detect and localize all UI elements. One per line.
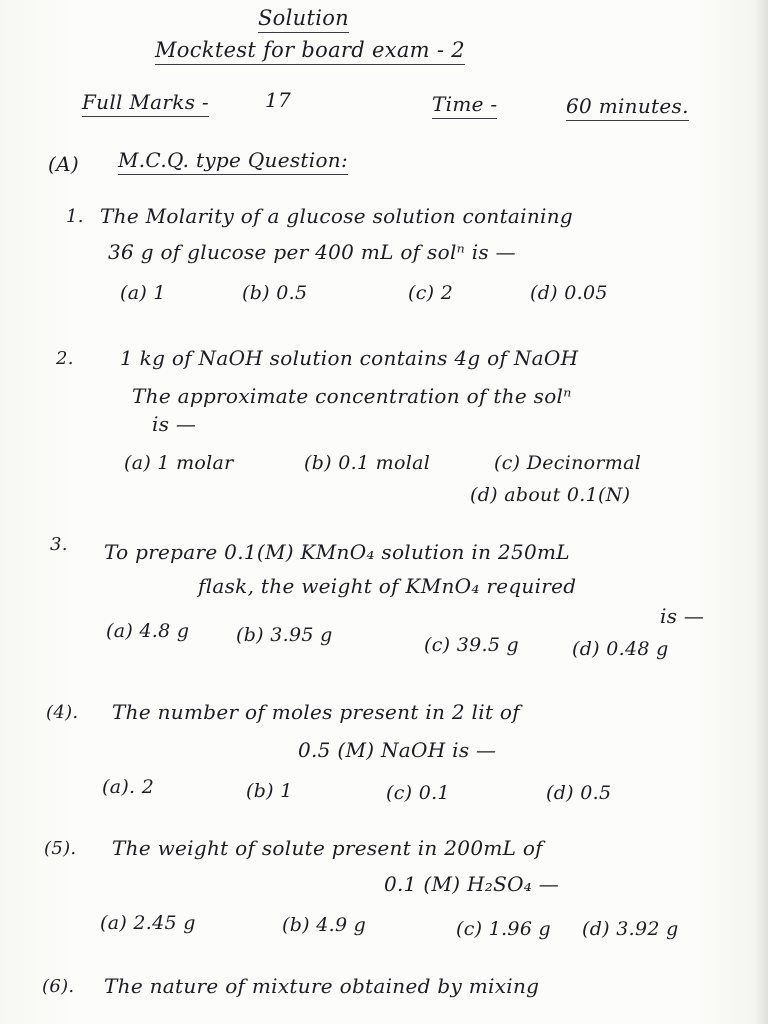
question-4-line-2: 0.5 (M) NaOH is — xyxy=(298,738,497,762)
question-1-line-2: 36 g of glucose per 400 mL of solⁿ is — xyxy=(108,240,516,264)
question-2-option-a: (a) 1 molar xyxy=(124,452,234,474)
question-5-option-c: (c) 1.96 g xyxy=(456,918,552,940)
question-5-option-d: (d) 3.92 g xyxy=(582,918,679,940)
question-3-line-3: is — xyxy=(660,604,705,628)
question-3-line-1: To prepare 0.1(M) KMnO₄ solution in 250mL xyxy=(104,540,570,564)
question-4-option-d: (d) 0.5 xyxy=(546,782,612,804)
question-2-option-b: (b) 0.1 molal xyxy=(304,452,431,474)
question-4-line-1: The number of moles present in 2 lit of xyxy=(112,700,520,724)
question-4-option-c: (c) 0.1 xyxy=(386,782,450,804)
section-heading: M.C.Q. type Question: xyxy=(118,148,348,175)
question-3-number: 3. xyxy=(50,534,68,555)
question-3-option-d: (d) 0.48 g xyxy=(572,638,669,660)
question-2-line-3: is — xyxy=(152,412,197,436)
full-marks-label: Full Marks - xyxy=(82,90,209,117)
question-3-option-b: (b) 3.95 g xyxy=(236,624,333,646)
question-2-option-d: (d) about 0.1(N) xyxy=(470,484,631,506)
time-label: Time - xyxy=(432,92,497,119)
question-2-option-c: (c) Decinormal xyxy=(494,452,642,474)
question-1-number: 1. xyxy=(66,206,84,227)
question-1-option-a: (a) 1 xyxy=(120,282,166,304)
question-5-option-a: (a) 2.45 g xyxy=(100,912,196,934)
page-subtitle: Mocktest for board exam - 2 xyxy=(155,38,465,65)
question-6-line-1: The nature of mixture obtained by mixing xyxy=(104,974,540,998)
question-2-line-2: The approximate concentration of the solⁿ xyxy=(132,384,572,408)
question-5-line-2: 0.1 (M) H₂SO₄ — xyxy=(384,872,560,896)
question-6-number: (6). xyxy=(42,976,75,997)
page-title: Solution xyxy=(258,6,349,33)
question-5-line-1: The weight of solute present in 200mL of xyxy=(112,836,543,860)
question-4-number: (4). xyxy=(46,702,79,723)
time-value: 60 minutes. xyxy=(566,94,689,121)
question-1-option-b: (b) 0.5 xyxy=(242,282,308,304)
question-3-option-c: (c) 39.5 g xyxy=(424,634,520,656)
full-marks-value: 17 xyxy=(265,88,292,112)
question-5-option-b: (b) 4.9 g xyxy=(282,914,367,936)
question-1-option-c: (c) 2 xyxy=(408,282,454,304)
question-2-number: 2. xyxy=(56,348,74,369)
question-3-option-a: (a) 4.8 g xyxy=(106,620,190,642)
question-1-option-d: (d) 0.05 xyxy=(530,282,608,304)
question-4-option-a: (a). 2 xyxy=(102,776,155,798)
question-2-line-1: 1 kg of NaOH solution contains 4g of NaOH xyxy=(120,346,579,370)
question-5-number: (5). xyxy=(44,838,77,859)
question-4-option-b: (b) 1 xyxy=(246,780,293,802)
question-1-line-1: The Molarity of a glucose solution containing xyxy=(100,204,574,228)
page-edge-shadow xyxy=(754,0,768,1024)
question-3-line-2: flask, the weight of KMnO₄ required xyxy=(198,574,577,598)
section-label: (A) xyxy=(48,152,79,176)
